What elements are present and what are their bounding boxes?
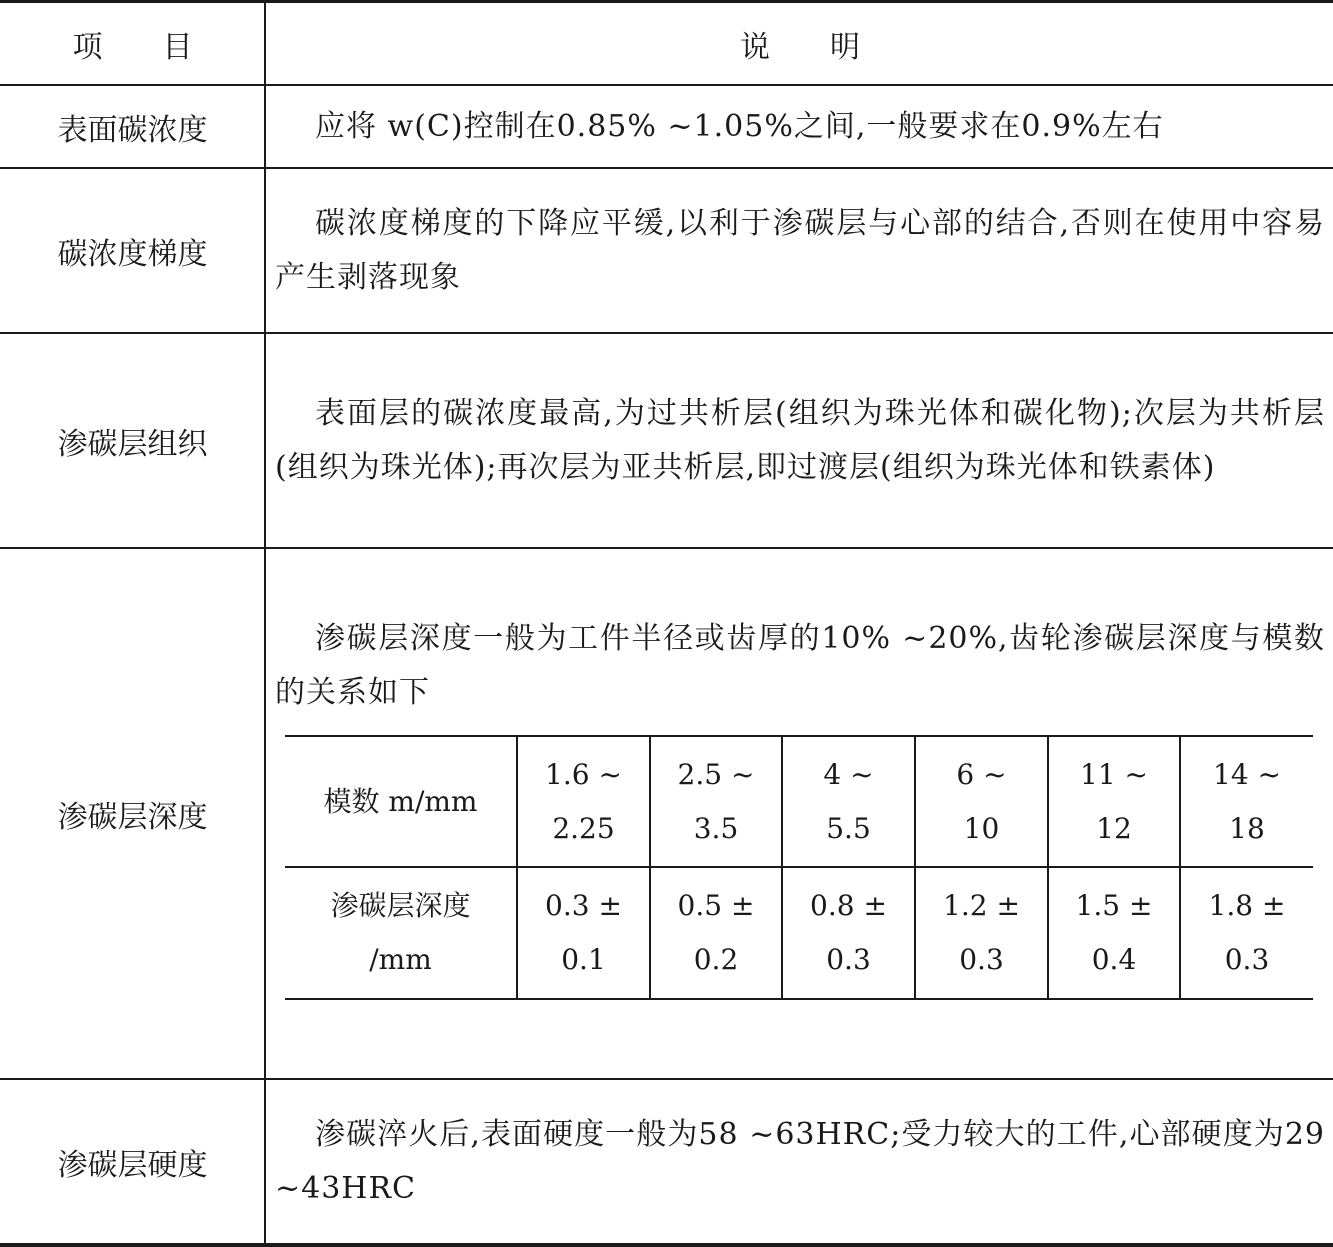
- depth-value-line2: 0.1: [561, 943, 606, 976]
- row-label-case-hardness: [0, 1080, 265, 1243]
- depth-value-line1: 1.8 ±: [1208, 889, 1286, 922]
- row-label-text: 渗碳层组织: [57, 426, 208, 462]
- header-desc-cell: [267, 3, 1333, 84]
- modulus-value-line1: 6 ~: [956, 757, 1007, 791]
- depth-value-line1: 0.5 ±: [677, 889, 755, 922]
- table-bottom-rule: [0, 1243, 1333, 1247]
- row-label-text: 表面碳浓度: [57, 112, 208, 148]
- inner-bottom-rule: [285, 998, 1313, 1000]
- depth-cell: [518, 868, 649, 998]
- modulus-value-line2: 12: [1096, 811, 1132, 845]
- depth-value-line2: 0.4: [1091, 943, 1137, 976]
- row-desc-case-depth: [267, 612, 1333, 724]
- modulus-value-line2: 5.5: [826, 811, 871, 845]
- depth-value-line1: 0.8 ±: [810, 889, 887, 922]
- modulus-value-line1: 14 ~: [1213, 757, 1281, 791]
- row-label-text: 渗碳层硬度: [57, 1147, 208, 1183]
- modulus-value-line2: 10: [963, 811, 1000, 845]
- modulus-value-line1: 2.5 ~: [677, 757, 755, 791]
- header-desc-label: 说 明: [740, 29, 860, 65]
- depth-value-line2: 0.2: [693, 943, 739, 976]
- row-desc-case-hardness: [267, 1080, 1333, 1243]
- depth-header-line1: 渗碳层深度: [330, 889, 471, 922]
- depth-header-cell: [285, 868, 516, 998]
- header-item-cell: [0, 3, 265, 84]
- depth-cell: [1049, 868, 1179, 998]
- depth-cell: [651, 868, 781, 998]
- depth-value-line1: 1.5 ±: [1075, 889, 1153, 922]
- row-label-text: 碳浓度梯度: [57, 236, 208, 272]
- row-label-carbon-gradient: [0, 169, 265, 332]
- depth-cell: [783, 868, 914, 998]
- modulus-header-cell: [285, 737, 516, 866]
- modulus-value-line2: 2.25: [552, 811, 615, 845]
- row-label-text: 渗碳层深度: [57, 799, 208, 835]
- depth-cell: [1181, 868, 1313, 998]
- modulus-cell: [651, 737, 781, 866]
- row-desc-case-structure: [267, 334, 1333, 547]
- row-desc-text: 碳浓度梯度的下降应平缓,以利于渗碳层与心部的结合,否则在使用中容易产生剥落现象: [275, 205, 1325, 295]
- modulus-header-text: 模数 m/mm: [323, 784, 478, 818]
- row-desc-text: 表面层的碳浓度最高,为过共析层(组织为珠光体和碳化物);次层为共析层(组织为珠光体);再次层为亚共析层,即过渡层(组织为珠光体和铁素体): [275, 395, 1325, 485]
- depth-cell: [916, 868, 1047, 998]
- depth-modulus-table: [285, 735, 1313, 1000]
- modulus-value-line1: 4 ~: [823, 757, 874, 791]
- modulus-value-line1: 11 ~: [1080, 757, 1148, 791]
- row-desc-carbon-gradient: [267, 169, 1333, 332]
- depth-header-line2: /mm: [369, 943, 432, 976]
- modulus-value-line2: 18: [1229, 811, 1265, 845]
- depth-value-line1: 0.3 ±: [545, 889, 622, 922]
- header-item-label: 项 目: [72, 29, 193, 65]
- row-label-surface-carbon: [0, 86, 265, 167]
- modulus-cell: [1049, 737, 1179, 866]
- row-desc-surface-carbon: [267, 86, 1333, 167]
- modulus-cell: [783, 737, 914, 866]
- row-desc-text: 渗碳淬火后,表面硬度一般为58 ~63HRC;受力较大的工件,心部硬度为29 ~43HRC: [275, 1116, 1325, 1206]
- depth-value-line2: 0.3: [959, 943, 1004, 976]
- row-desc-text: 渗碳层深度一般为工件半径或齿厚的10% ~20%,齿轮渗碳层深度与模数的关系如下: [275, 621, 1325, 710]
- row-label-case-depth: [0, 549, 265, 1078]
- row-desc-text: 应将 w(C)控制在0.85% ~1.05%之间,一般要求在0.9%左右: [315, 108, 1164, 144]
- depth-value-line2: 0.3: [1224, 943, 1270, 976]
- modulus-cell: [1181, 737, 1313, 866]
- depth-value-line1: 1.2 ±: [943, 889, 1020, 922]
- row-label-case-structure: [0, 334, 265, 547]
- modulus-cell: [916, 737, 1047, 866]
- modulus-cell: [518, 737, 649, 866]
- modulus-value-line1: 1.6 ~: [545, 757, 622, 791]
- depth-value-line2: 0.3: [826, 943, 871, 976]
- modulus-value-line2: 3.5: [693, 811, 739, 845]
